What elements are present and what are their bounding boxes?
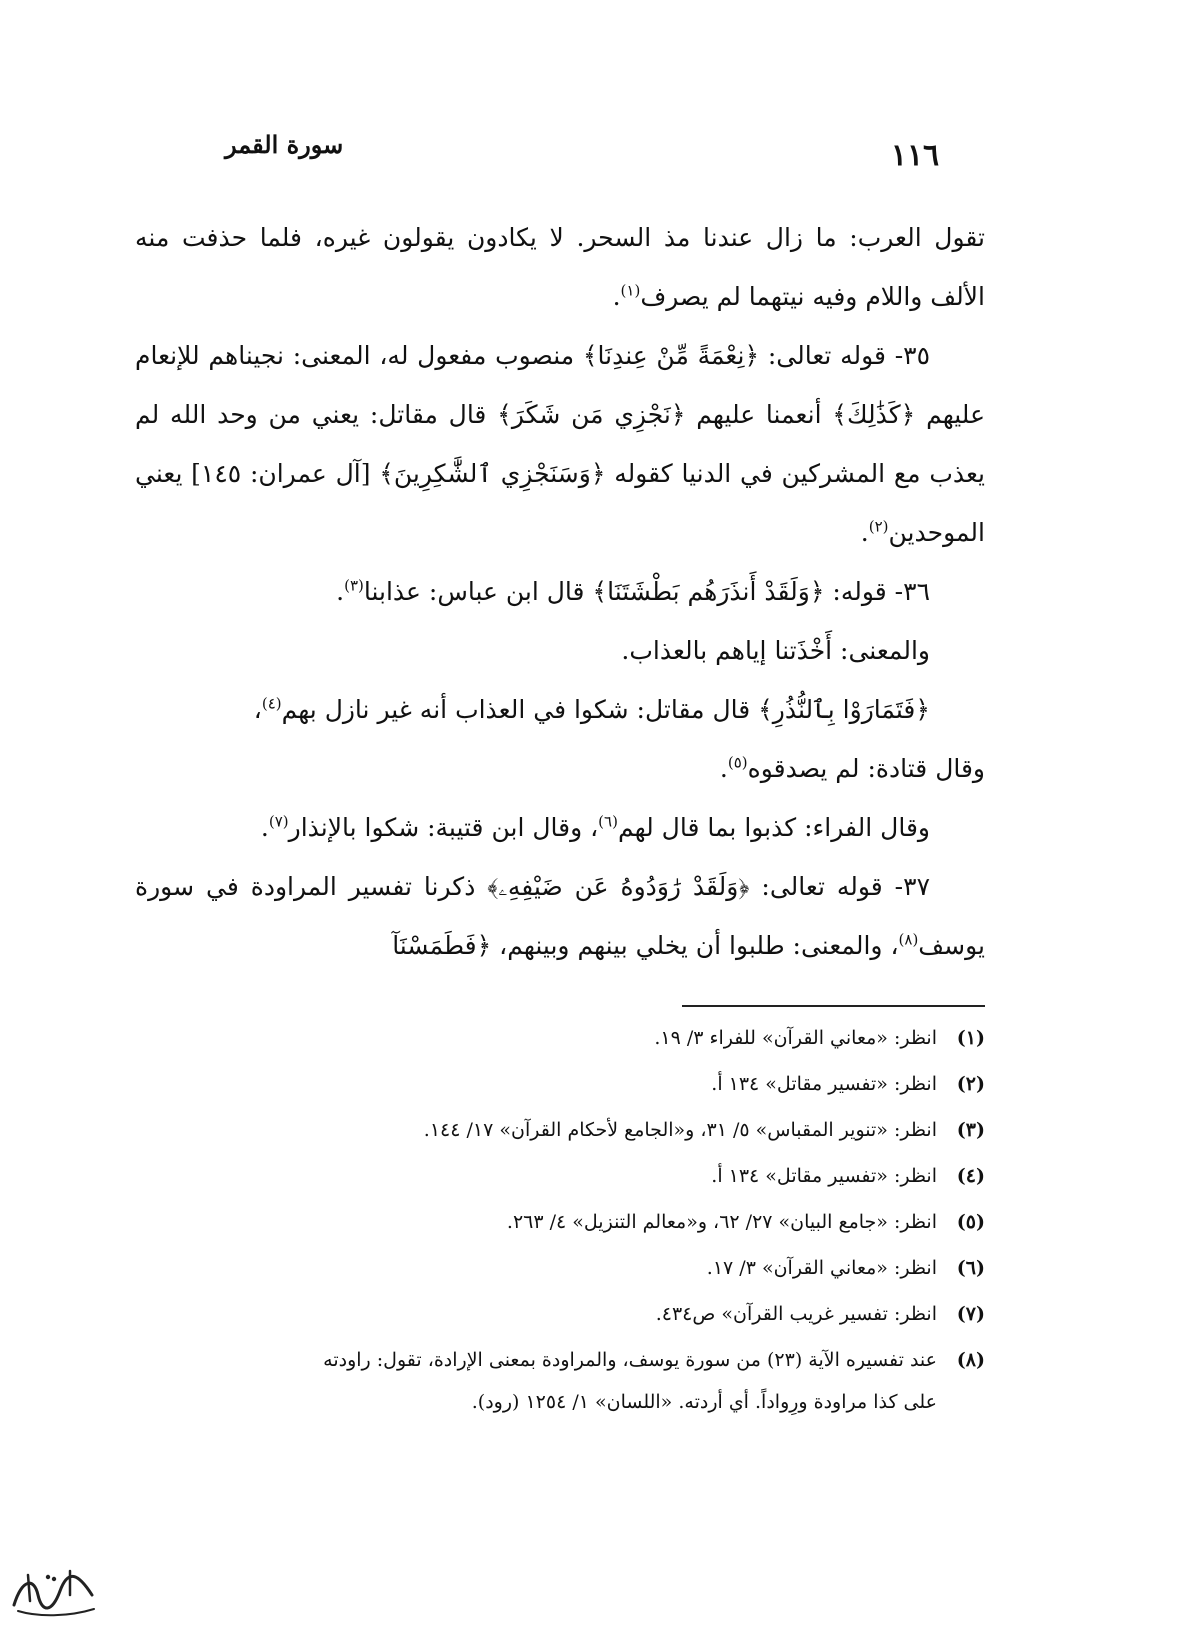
- footnote: [135, 1199, 985, 1245]
- footnote-ref: (٧): [268, 812, 289, 831]
- paragraph-tail: .: [612, 282, 621, 311]
- footnote-ref: (٥): [727, 753, 748, 772]
- footnote-text: انظر: «تفسير مقاتل» ١٣٤ أ.: [711, 1165, 937, 1187]
- paragraph-text: وقال الفراء: كذبوا بما قال لهم: [617, 813, 930, 842]
- footnote-number: (٣): [956, 1119, 985, 1141]
- paragraph: [135, 857, 985, 975]
- paragraph: [135, 798, 985, 857]
- paragraph: [135, 562, 985, 621]
- paragraph-text: ٣٦- قوله: ﴿وَلَقَدْ أَنذَرَهُم بَطْشَتَنَا﴾ قال ابن عباس: عذابنا: [363, 577, 930, 606]
- page-number: ١١٦: [890, 138, 940, 173]
- footnote-number: (٧): [956, 1303, 985, 1325]
- footnote: [135, 1015, 985, 1061]
- footnote-ref: (٨): [898, 930, 919, 949]
- paragraph-tail: .: [719, 754, 728, 783]
- footnote-text: انظر: «تفسير مقاتل» ١٣٤ أ.: [711, 1073, 937, 1095]
- paragraph: [135, 208, 985, 326]
- footnote-ref: (٤): [261, 694, 282, 713]
- footnote-divider: [682, 1005, 985, 1007]
- paragraph: [135, 326, 985, 562]
- main-text: [135, 208, 985, 975]
- footnote-number: (٨): [956, 1349, 985, 1371]
- paragraph-text: ﴿فَتَمَارَوْا بِٱلنُّذُرِ﴾ قال مقاتل: شكوا في العذاب أنه غير نازل بهم: [281, 695, 930, 724]
- footnote-number: (٤): [956, 1165, 985, 1187]
- paragraph-text: ٣٧- قوله تعالى: ﴿وَلَقَدْ رَٰوَدُوهُ عَن ضَيْفِهِۦ﴾ ذكرنا تفسير المراودة في سورة يوسف: [135, 872, 985, 960]
- paragraph-tail: .: [336, 577, 345, 606]
- footnote: [135, 1291, 985, 1337]
- footnote-text: انظر: «تنوير المقباس» ٥/ ٣١، و«الجامع لأحكام القرآن» ١٧/ ١٤٤.: [423, 1119, 937, 1141]
- publisher-calligraphy-logo-icon: [8, 1565, 100, 1620]
- footnote: [135, 1245, 985, 1291]
- paragraph: [135, 680, 985, 739]
- footnote-ref: (٦): [598, 812, 618, 831]
- footnote: [135, 1061, 985, 1107]
- surah-title: سورة القمر: [225, 130, 344, 159]
- paragraph-text: ٣٥- قوله تعالى: ﴿نِعْمَةً مِّنْ عِندِنَا﴾ منصوب مفعول له، المعنى: نجيناهم للإنعام عليهم ﴿كَذَٰلِكَ﴾ أنعمنا عليهم ﴿نَجْزِي مَن شَكَرَ﴾ قال مقاتل: يعني من وحد الله لم يعذب مع المشركين في الدنيا كقوله ﴿وَسَنَجْزِي ٱلشَّٰكِرِينَ﴾ [آل عمران: ١٤٥] يعني الموحدين: [135, 341, 985, 547]
- paragraph-text: وقال قتادة: لم يصدقوه: [747, 754, 985, 783]
- paragraph-tail: ، والمعنى: طلبوا أن يخلي بينهم وبينهم، ﴿فَطَمَسْنَآ: [392, 931, 899, 960]
- footnote-ref: (٢): [868, 517, 889, 536]
- paragraph: [135, 739, 985, 798]
- footnote: [135, 1107, 985, 1153]
- paragraph-tail: .: [860, 518, 869, 547]
- paragraph-tail: ، وقال ابن قتيبة: شكوا بالإنذار: [288, 813, 599, 842]
- paragraph-tail: .: [260, 813, 269, 842]
- footnote-continuation: على كذا مراودة ورِواداً. أي أردته. «اللسان» ١/ ١٢٥٤ (رود).: [471, 1391, 937, 1413]
- paragraph: [135, 621, 985, 680]
- footnote-number: (٢): [956, 1073, 985, 1095]
- footnotes: [135, 1015, 985, 1421]
- footnote: [135, 1337, 985, 1421]
- footnote-text: انظر: «معاني القرآن» للفراء ٣/ ١٩.: [654, 1027, 937, 1049]
- footnote-text: انظر: «معاني القرآن» ٣/ ١٧.: [706, 1257, 937, 1279]
- footnote-text: انظر: «جامع البيان» ٢٧/ ٦٢، و«معالم التنزيل» ٤/ ٢٦٣.: [506, 1211, 937, 1233]
- paragraph-text: والمعنى: أَخْذَتنا إياهم بالعذاب.: [621, 636, 930, 665]
- paragraph-tail: ،: [253, 695, 262, 724]
- footnote-text: انظر: تفسير غريب القرآن» ص٤٣٤.: [655, 1303, 937, 1325]
- footnote-ref: (٣): [344, 576, 364, 595]
- footnote-ref: (١): [620, 281, 641, 300]
- paragraph-text: تقول العرب: ما زال عندنا مذ السحر. لا يكادون يقولون غيره، فلما حذفت منه الألف واللام وفيه نيتهما لم يصرف: [135, 223, 985, 311]
- footnote-number: (٦): [956, 1257, 985, 1279]
- footnote-text: عند تفسيره الآية (٢٣) من سورة يوسف، والمراودة بمعنى الإرادة، تقول: راودته: [323, 1349, 937, 1371]
- footnote: [135, 1153, 985, 1199]
- footnote-number: (٥): [956, 1211, 985, 1233]
- footnote-number: (١): [956, 1027, 985, 1049]
